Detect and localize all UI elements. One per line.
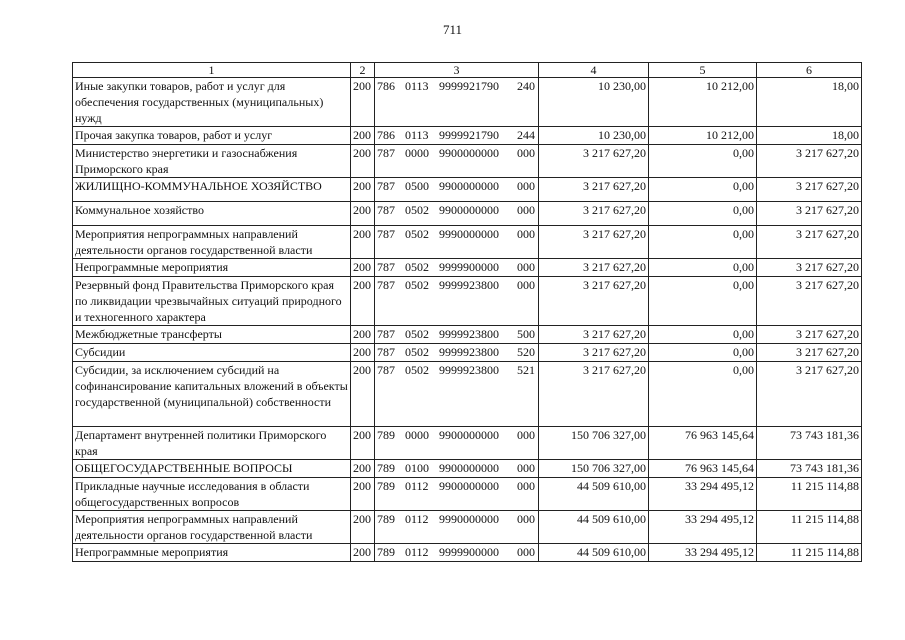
expense-type-code: 000	[517, 227, 535, 241]
section-code: 0113	[405, 79, 429, 93]
row-name: Мероприятия непрограммных направлений деятельности органов государственной власти	[73, 511, 351, 544]
row-amount-col4: 3 217 627,20	[539, 277, 649, 326]
row-amount-col6: 3 217 627,20	[757, 326, 862, 344]
table-row	[73, 127, 862, 145]
row-code-200: 200	[351, 145, 375, 178]
row-name: Резервный фонд Правительства Приморского края по ликвидации чрезвычайных ситуаций природного и техногенного характера	[73, 277, 351, 326]
row-amount-col6: 11 215 114,88	[757, 511, 862, 544]
row-amount-col4: 44 509 610,00	[539, 511, 649, 544]
table-row	[73, 78, 862, 127]
expense-type-code: 500	[517, 327, 535, 341]
article-code: 9999900000	[439, 545, 499, 559]
row-name: Департамент внутренней политики Приморского края	[73, 427, 351, 460]
row-budget-code	[375, 344, 539, 362]
article-code: 9900000000	[439, 146, 499, 160]
article-code: 9900000000	[439, 179, 499, 193]
row-name: Субсидии, за исключением субсидий на софинансирование капитальных вложений в объекты государственной (муниципальной) собственности	[73, 362, 351, 427]
expense-type-code: 244	[517, 128, 535, 142]
row-amount-col5: 0,00	[649, 226, 757, 259]
admin-code: 789	[377, 479, 395, 493]
row-amount-col5: 0,00	[649, 145, 757, 178]
row-amount-col4: 3 217 627,20	[539, 362, 649, 427]
row-amount-col6: 3 217 627,20	[757, 344, 862, 362]
budget-table	[72, 62, 862, 562]
row-amount-col5: 0,00	[649, 362, 757, 427]
row-amount-col5: 33 294 495,12	[649, 511, 757, 544]
row-budget-code	[375, 277, 539, 326]
row-amount-col6: 3 217 627,20	[757, 277, 862, 326]
row-amount-col6: 3 217 627,20	[757, 202, 862, 226]
expense-type-code: 000	[517, 545, 535, 559]
section-code: 0100	[405, 461, 429, 475]
expense-type-code: 000	[517, 203, 535, 217]
article-code: 9900000000	[439, 479, 499, 493]
row-code-200: 200	[351, 362, 375, 427]
admin-code: 787	[377, 227, 395, 241]
row-amount-col4: 3 217 627,20	[539, 145, 649, 178]
row-budget-code	[375, 326, 539, 344]
admin-code: 787	[377, 363, 395, 377]
row-amount-col5: 76 963 145,64	[649, 460, 757, 478]
row-name: Иные закупки товаров, работ и услуг для обеспечения государственных (муниципальных) нужд	[73, 78, 351, 127]
table-row	[73, 511, 862, 544]
row-amount-col4: 3 217 627,20	[539, 344, 649, 362]
admin-code: 787	[377, 327, 395, 341]
expense-type-code: 240	[517, 79, 535, 93]
row-amount-col4: 3 217 627,20	[539, 178, 649, 202]
expense-type-code: 000	[517, 461, 535, 475]
row-amount-col4: 150 706 327,00	[539, 427, 649, 460]
row-amount-col5: 0,00	[649, 344, 757, 362]
row-budget-code	[375, 202, 539, 226]
section-code: 0502	[405, 345, 429, 359]
row-budget-code	[375, 145, 539, 178]
table-row	[73, 226, 862, 259]
admin-code: 786	[377, 128, 395, 142]
row-code-200: 200	[351, 202, 375, 226]
row-amount-col6: 3 217 627,20	[757, 178, 862, 202]
expense-type-code: 000	[517, 146, 535, 160]
row-code-200: 200	[351, 344, 375, 362]
row-amount-col6: 18,00	[757, 78, 862, 127]
row-amount-col6: 11 215 114,88	[757, 478, 862, 511]
expense-type-code: 000	[517, 278, 535, 292]
row-code-200: 200	[351, 326, 375, 344]
table-row	[73, 277, 862, 326]
row-amount-col6: 18,00	[757, 127, 862, 145]
section-code: 0502	[405, 203, 429, 217]
column-header: 2	[351, 63, 375, 78]
admin-code: 786	[377, 79, 395, 93]
row-amount-col4: 44 509 610,00	[539, 478, 649, 511]
section-code: 0112	[405, 479, 429, 493]
row-amount-col5: 76 963 145,64	[649, 427, 757, 460]
row-amount-col5: 10 212,00	[649, 78, 757, 127]
article-code: 9999923800	[439, 278, 499, 292]
admin-code: 787	[377, 345, 395, 359]
row-budget-code	[375, 226, 539, 259]
table-row	[73, 362, 862, 427]
table-row	[73, 544, 862, 562]
column-header: 6	[757, 63, 862, 78]
row-name: Коммунальное хозяйство	[73, 202, 351, 226]
row-name: Министерство энергетики и газоснабжения Приморского края	[73, 145, 351, 178]
article-code: 9999923800	[439, 327, 499, 341]
row-name: Непрограммные мероприятия	[73, 259, 351, 277]
row-name: Мероприятия непрограммных направлений деятельности органов государственной власти	[73, 226, 351, 259]
row-code-200: 200	[351, 427, 375, 460]
admin-code: 789	[377, 512, 395, 526]
admin-code: 787	[377, 278, 395, 292]
row-budget-code	[375, 460, 539, 478]
section-code: 0112	[405, 512, 429, 526]
row-amount-col4: 3 217 627,20	[539, 226, 649, 259]
row-code-200: 200	[351, 127, 375, 145]
row-amount-col4: 10 230,00	[539, 78, 649, 127]
table-row	[73, 344, 862, 362]
article-code: 9999923800	[439, 345, 499, 359]
row-amount-col5: 33 294 495,12	[649, 478, 757, 511]
section-code: 0112	[405, 545, 429, 559]
article-code: 9900000000	[439, 428, 499, 442]
row-amount-col6: 3 217 627,20	[757, 259, 862, 277]
expense-type-code: 521	[517, 363, 535, 377]
row-code-200: 200	[351, 78, 375, 127]
row-code-200: 200	[351, 511, 375, 544]
admin-code: 787	[377, 146, 395, 160]
row-budget-code	[375, 478, 539, 511]
article-code: 9990000000	[439, 512, 499, 526]
expense-type-code: 520	[517, 345, 535, 359]
column-header: 5	[649, 63, 757, 78]
row-code-200: 200	[351, 277, 375, 326]
admin-code: 787	[377, 179, 395, 193]
admin-code: 789	[377, 545, 395, 559]
expense-type-code: 000	[517, 179, 535, 193]
table-row	[73, 460, 862, 478]
row-budget-code	[375, 511, 539, 544]
row-amount-col4: 10 230,00	[539, 127, 649, 145]
row-amount-col5: 0,00	[649, 277, 757, 326]
article-code: 9999900000	[439, 260, 499, 274]
row-amount-col6: 3 217 627,20	[757, 145, 862, 178]
row-budget-code	[375, 127, 539, 145]
row-code-200: 200	[351, 259, 375, 277]
admin-code: 787	[377, 260, 395, 274]
row-name: ОБЩЕГОСУДАРСТВЕННЫЕ ВОПРОСЫ	[73, 460, 351, 478]
row-amount-col5: 33 294 495,12	[649, 544, 757, 562]
row-name: Межбюджетные трансферты	[73, 326, 351, 344]
table-row	[73, 326, 862, 344]
admin-code: 789	[377, 461, 395, 475]
expense-type-code: 000	[517, 479, 535, 493]
row-budget-code	[375, 78, 539, 127]
row-code-200: 200	[351, 178, 375, 202]
section-code: 0000	[405, 428, 429, 442]
row-budget-code	[375, 362, 539, 427]
section-code: 0502	[405, 327, 429, 341]
row-code-200: 200	[351, 226, 375, 259]
table-row	[73, 202, 862, 226]
row-code-200: 200	[351, 544, 375, 562]
row-amount-col6: 11 215 114,88	[757, 544, 862, 562]
section-code: 0000	[405, 146, 429, 160]
section-code: 0502	[405, 363, 429, 377]
row-name: Прочая закупка товаров, работ и услуг	[73, 127, 351, 145]
article-code: 9900000000	[439, 203, 499, 217]
article-code: 9999921790	[439, 79, 499, 93]
column-header: 1	[73, 63, 351, 78]
article-code: 9999923800	[439, 363, 499, 377]
row-amount-col6: 3 217 627,20	[757, 362, 862, 427]
row-amount-col5: 0,00	[649, 326, 757, 344]
row-code-200: 200	[351, 478, 375, 511]
table-row	[73, 259, 862, 277]
row-code-200: 200	[351, 460, 375, 478]
expense-type-code: 000	[517, 428, 535, 442]
table-row	[73, 178, 862, 202]
section-code: 0502	[405, 227, 429, 241]
admin-code: 789	[377, 428, 395, 442]
row-amount-col4: 44 509 610,00	[539, 544, 649, 562]
row-budget-code	[375, 427, 539, 460]
row-amount-col5: 0,00	[649, 202, 757, 226]
article-code: 9900000000	[439, 461, 499, 475]
article-code: 9999921790	[439, 128, 499, 142]
row-amount-col4: 3 217 627,20	[539, 259, 649, 277]
article-code: 9990000000	[439, 227, 499, 241]
section-code: 0502	[405, 278, 429, 292]
row-budget-code	[375, 178, 539, 202]
row-budget-code	[375, 544, 539, 562]
section-code: 0113	[405, 128, 429, 142]
row-amount-col6: 73 743 181,36	[757, 460, 862, 478]
column-header-row	[73, 63, 862, 78]
row-amount-col6: 3 217 627,20	[757, 226, 862, 259]
section-code: 0500	[405, 179, 429, 193]
row-budget-code	[375, 259, 539, 277]
expense-type-code: 000	[517, 512, 535, 526]
row-amount-col5: 0,00	[649, 259, 757, 277]
row-name: ЖИЛИЩНО-КОММУНАЛЬНОЕ ХОЗЯЙСТВО	[73, 178, 351, 202]
column-header: 4	[539, 63, 649, 78]
table-row	[73, 478, 862, 511]
table-row	[73, 145, 862, 178]
admin-code: 787	[377, 203, 395, 217]
row-name: Непрограммные мероприятия	[73, 544, 351, 562]
row-name: Прикладные научные исследования в области общегосударственных вопросов	[73, 478, 351, 511]
column-header: 3	[375, 63, 539, 78]
row-amount-col4: 150 706 327,00	[539, 460, 649, 478]
row-amount-col5: 0,00	[649, 178, 757, 202]
row-amount-col4: 3 217 627,20	[539, 202, 649, 226]
row-amount-col6: 73 743 181,36	[757, 427, 862, 460]
row-name: Субсидии	[73, 344, 351, 362]
table-row	[73, 427, 862, 460]
row-amount-col4: 3 217 627,20	[539, 326, 649, 344]
page-number: 711	[442, 22, 463, 37]
row-amount-col5: 10 212,00	[649, 127, 757, 145]
section-code: 0502	[405, 260, 429, 274]
expense-type-code: 000	[517, 260, 535, 274]
